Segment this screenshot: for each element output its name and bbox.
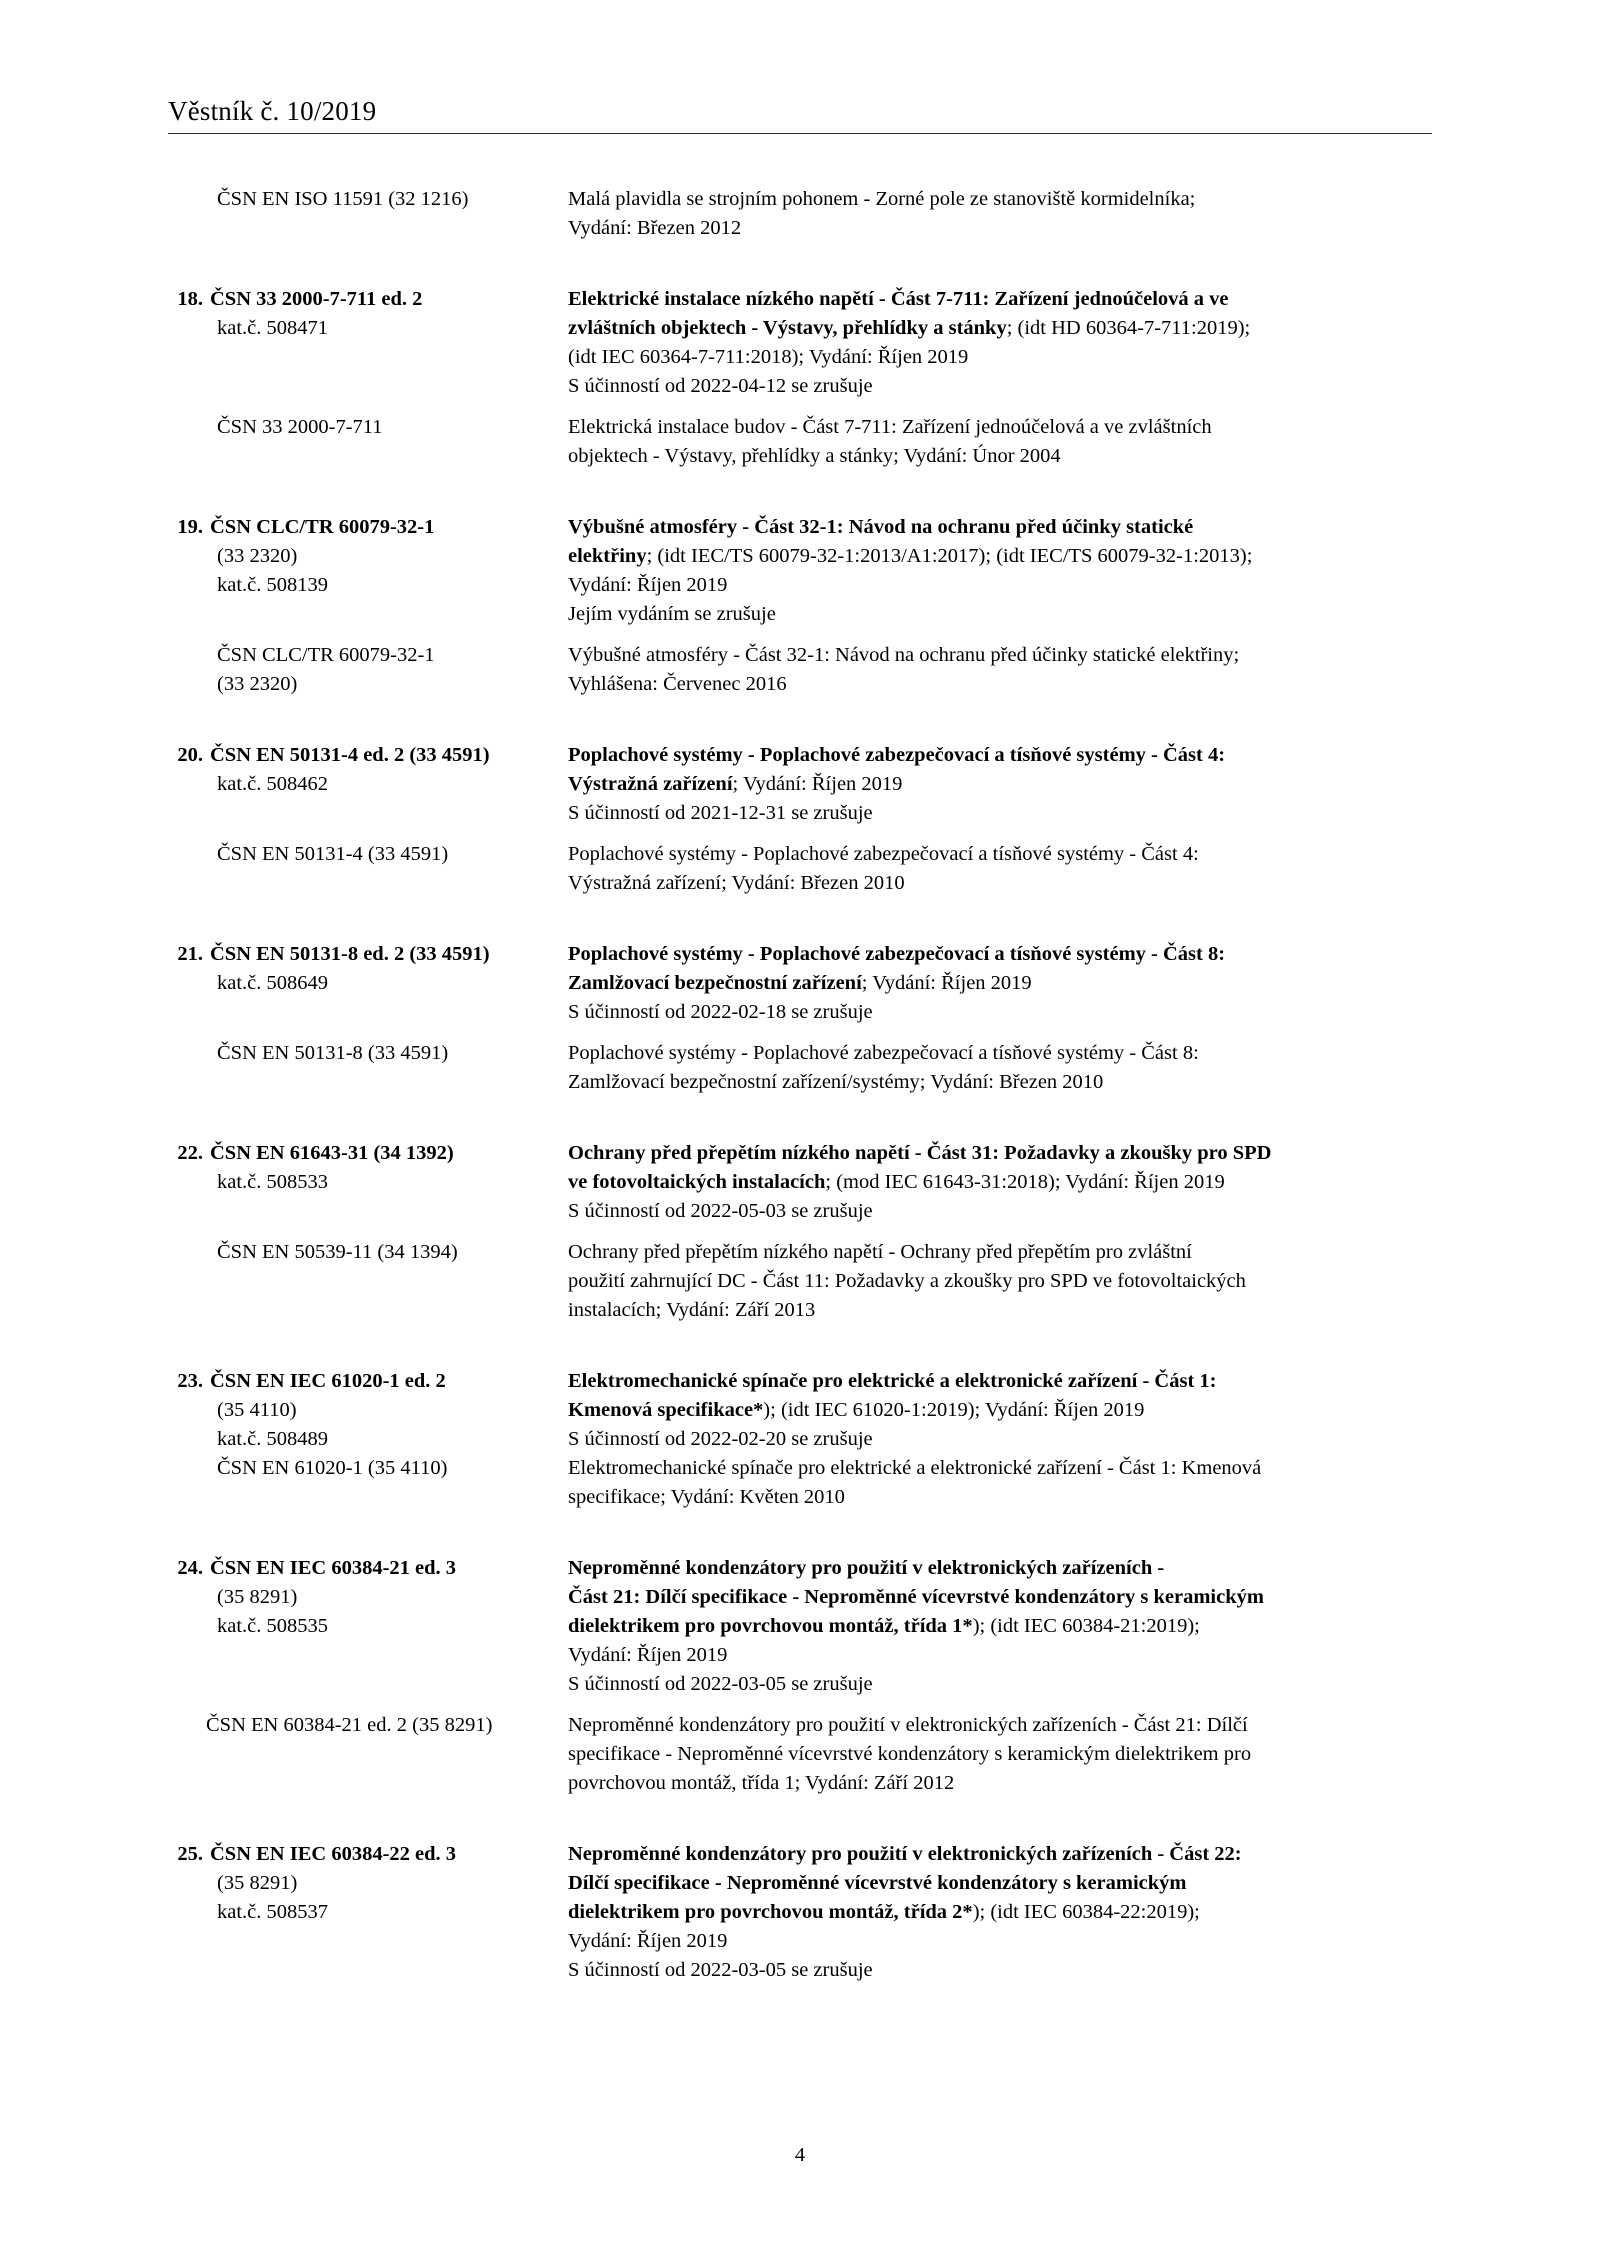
description-line: Ochrany před přepětím nízkého napětí - Ochrany před přepětím pro zvláštní	[568, 1241, 1192, 1263]
spacer	[168, 1798, 1438, 1840]
title-tail: ; (idt IEC/TS 60079-32-1:2013/A1:2017); (idt IEC/TS 60079-32-1:2013);	[646, 545, 1253, 567]
list-item	[168, 1367, 1438, 1512]
entry-designation-column	[168, 641, 568, 699]
entry-number: 19.	[177, 516, 203, 538]
description-line: Neproměnné kondenzátory pro použití v elektronických zařízeních - Část 21: Dílčí	[568, 1714, 1248, 1736]
title-line: Část 21: Dílčí specifikace - Neproměnné vícevrstvé kondenzátory s keramickým	[568, 1586, 1264, 1608]
spacer	[168, 1027, 1438, 1039]
list-item	[168, 285, 1438, 401]
entry-description-column	[568, 940, 1438, 1027]
title-tail: ; Vydání: Říjen 2019	[861, 972, 1032, 994]
catalog-number: kat.č. 508649	[217, 972, 329, 994]
spacer	[168, 1325, 1438, 1367]
description-line: Výstražná zařízení; Vydání: Březen 2010	[568, 872, 905, 894]
list-item	[168, 940, 1438, 1027]
spacer	[168, 699, 1438, 741]
description-line: instalacích; Vydání: Září 2013	[568, 1299, 816, 1321]
description-line: Vydání: Říjen 2019	[568, 1644, 728, 1666]
entry-number: 24.	[177, 1557, 203, 1579]
description-line: Poplachové systémy - Poplachové zabezpečovací a tísňové systémy - Část 8:	[568, 1042, 1199, 1064]
title-line: Poplachové systémy - Poplachové zabezpečovací a tísňové systémy - Část 4:	[568, 744, 1226, 766]
entry-designation-column	[168, 1840, 568, 1985]
entry-number: 25.	[177, 1843, 203, 1865]
entry-designation-column	[168, 1711, 568, 1798]
entry-number: 21.	[177, 943, 203, 965]
description-line: Výbušné atmosféry - Část 32-1: Návod na ochranu před účinky statické elektřiny;	[568, 644, 1240, 666]
entry-designation-column	[168, 1238, 568, 1325]
spacer	[168, 898, 1438, 940]
title-tail: ; Vydání: Říjen 2019	[732, 773, 903, 795]
description-line: objektech - Výstavy, přehlídky a stánky; Vydání: Únor 2004	[568, 445, 1061, 467]
spacer	[168, 828, 1438, 840]
title-line: Elektromechanické spínače pro elektrické a elektronické zařízení - Část 1:	[568, 1370, 1217, 1392]
description-line: Vyhlášena: Červenec 2016	[568, 673, 787, 695]
spacer	[168, 1699, 1438, 1711]
withdrawn-designation: ČSN EN ISO 11591 (32 1216)	[217, 188, 469, 210]
entry-heading	[168, 1139, 558, 1168]
list-item	[168, 1840, 1438, 1985]
title-tail: ); (idt IEC 60384-22:2019);	[972, 1901, 1200, 1923]
entry-description-column	[568, 1840, 1438, 1985]
entry-description-column	[568, 1039, 1438, 1097]
list-item	[168, 741, 1438, 828]
entry-heading	[168, 1367, 558, 1396]
withdrawn-designation: ČSN EN 61020-1 (35 4110)	[217, 1457, 448, 1479]
spacer	[168, 401, 1438, 413]
title-line: Výbušné atmosféry - Část 32-1: Návod na ochranu před účinky statické	[568, 516, 1194, 538]
class-code: (35 8291)	[217, 1586, 298, 1608]
list-item	[168, 413, 1438, 471]
description-line: Malá plavidla se strojním pohonem - Zorné pole ze stanoviště kormidelníka;	[568, 188, 1196, 210]
entry-description-column	[568, 513, 1438, 629]
entry-heading	[168, 940, 558, 969]
class-code: (33 2320)	[217, 545, 298, 567]
description-line: Vydání: Říjen 2019	[568, 1930, 728, 1952]
entry-heading	[168, 741, 558, 770]
catalog-number: kat.č. 508535	[217, 1615, 329, 1637]
validity-line: S účinností od 2022-02-20 se zrušuje	[568, 1428, 873, 1450]
withdrawn-designation: ČSN EN 50131-8 (33 4591)	[217, 1042, 449, 1064]
title-line: Neproměnné kondenzátory pro použití v elektronických zařízeních - Část 22:	[568, 1843, 1242, 1865]
entry-designation-column	[168, 741, 568, 828]
class-code: (35 8291)	[217, 1872, 298, 1894]
entry-designation-column	[168, 1554, 568, 1699]
list-item	[168, 1039, 1438, 1097]
entry-description-column	[568, 741, 1438, 828]
description-line: Elektromechanické spínače pro elektrické a elektronické zařízení - Část 1: Kmenová	[568, 1457, 1262, 1479]
title-line: Neproměnné kondenzátory pro použití v elektronických zařízeních -	[568, 1557, 1165, 1579]
description-line: (idt IEC 60364-7-711:2018); Vydání: Říjen 2019	[568, 346, 969, 368]
entry-number: 18.	[177, 288, 203, 310]
page-header	[168, 96, 1432, 134]
standard-designation: ČSN EN 61643-31 (34 1392)	[210, 1142, 454, 1164]
entry-designation-column	[168, 1367, 568, 1512]
title-tail: ; (idt HD 60364-7-711:2019);	[1006, 317, 1251, 339]
catalog-number: kat.č. 508139	[217, 574, 329, 596]
spacer	[168, 471, 1438, 513]
page-number: 4	[794, 2144, 806, 2166]
entry-heading	[168, 1840, 558, 1869]
description-line: Vydání: Říjen 2019	[568, 574, 728, 596]
description-line: specifikace - Neproměnné vícevrstvé kondenzátory s keramickým dielektrikem pro	[568, 1743, 1252, 1765]
withdrawn-designation: ČSN EN 50539-11 (34 1394)	[217, 1241, 458, 1263]
standard-designation: ČSN EN IEC 60384-21 ed. 3	[210, 1557, 457, 1579]
entry-number: 23.	[177, 1370, 203, 1392]
title-line: ve fotovoltaických instalacích	[568, 1171, 826, 1193]
entry-heading	[168, 285, 558, 314]
title-line: zvláštních objektech - Výstavy, přehlídky a stánky	[568, 317, 1007, 339]
entry-description-column	[568, 1238, 1438, 1325]
class-code: (35 4110)	[217, 1399, 297, 1421]
description-line: Zamlžovací bezpečnostní zařízení/systémy; Vydání: Březen 2010	[568, 1071, 1104, 1093]
standard-designation: ČSN 33 2000-7-711 ed. 2	[210, 288, 423, 310]
entry-designation-column	[168, 840, 568, 898]
list-item	[168, 1554, 1438, 1699]
list-item	[168, 1139, 1438, 1226]
title-line: Kmenová specifikace*	[568, 1399, 764, 1421]
entry-description-column	[568, 185, 1438, 243]
list-item	[168, 840, 1438, 898]
title-tail: ; (mod IEC 61643-31:2018); Vydání: Říjen 2019	[825, 1171, 1225, 1193]
title-tail: ); (idt IEC 61020-1:2019); Vydání: Říjen 2019	[763, 1399, 1145, 1421]
spacer	[168, 1097, 1438, 1139]
entry-description-column	[568, 413, 1438, 471]
entry-description-column	[568, 1367, 1438, 1512]
description-line: Elektrická instalace budov - Část 7-711: Zařízení jednoúčelová a ve zvláštních	[568, 416, 1212, 438]
entry-designation-column	[168, 940, 568, 1027]
list-item	[168, 1238, 1438, 1325]
entry-description-column	[568, 641, 1438, 699]
list-item	[168, 185, 1438, 243]
catalog-number: kat.č. 508533	[217, 1171, 329, 1193]
entry-designation-column	[168, 1039, 568, 1097]
page-footer	[0, 2144, 1600, 2167]
spacer	[168, 1226, 1438, 1238]
description-line: povrchovou montáž, třída 1; Vydání: Září 2012	[568, 1772, 955, 1794]
entry-description-column	[568, 1139, 1438, 1226]
entry-designation-column	[168, 1139, 568, 1226]
entry-designation-column	[168, 513, 568, 629]
description-line: Vydání: Březen 2012	[568, 217, 742, 239]
validity-line: S účinností od 2022-04-12 se zrušuje	[568, 375, 873, 397]
entry-description-column	[568, 285, 1438, 401]
validity-line: S účinností od 2021-12-31 se zrušuje	[568, 802, 873, 824]
spacer	[168, 629, 1438, 641]
standard-designation: ČSN EN IEC 61020-1 ed. 2	[210, 1370, 446, 1392]
entry-designation-column	[168, 413, 568, 471]
entry-description-column	[568, 1711, 1438, 1798]
withdrawn-designation: ČSN CLC/TR 60079-32-1	[217, 644, 435, 666]
title-line: Poplachové systémy - Poplachové zabezpečovací a tísňové systémy - Část 8:	[568, 943, 1226, 965]
title-line: Ochrany před přepětím nízkého napětí - Část 31: Požadavky a zkoušky pro SPD	[568, 1142, 1272, 1164]
title-line: dielektrikem pro povrchovou montáž, třída 1*	[568, 1615, 973, 1637]
entry-heading	[168, 513, 558, 542]
catalog-number: kat.č. 508537	[217, 1901, 329, 1923]
entry-number: 20.	[177, 744, 203, 766]
title-line: Zamlžovací bezpečnostní zařízení	[568, 972, 862, 994]
title-line: Výstražná zařízení	[568, 773, 733, 795]
description-line: specifikace; Vydání: Květen 2010	[568, 1486, 845, 1508]
standard-designation	[210, 741, 558, 770]
withdrawn-designation: ČSN EN 50131-4 (33 4591)	[217, 843, 449, 865]
withdrawn-designation: ČSN EN 60384-21 ed. 2 (35 8291)	[206, 1714, 493, 1736]
validity-line: S účinností od 2022-03-05 se zrušuje	[568, 1673, 873, 1695]
entry-designation-column	[168, 185, 568, 243]
entry-heading	[168, 1554, 558, 1583]
catalog-number: kat.č. 508489	[217, 1428, 329, 1450]
standard-designation: ČSN EN 50131-8 ed. 2 (33 4591)	[210, 943, 490, 965]
entry-description-column	[568, 1554, 1438, 1699]
withdrawn-designation: ČSN 33 2000-7-711	[217, 416, 383, 438]
validity-line: S účinností od 2022-02-18 se zrušuje	[568, 1001, 873, 1023]
header-divider	[168, 133, 1432, 134]
entry-number: 22.	[177, 1142, 203, 1164]
standard-designation: ČSN CLC/TR 60079-32-1	[210, 516, 435, 538]
list-item	[168, 641, 1438, 699]
title-line: Dílčí specifikace - Neproměnné vícevrstvé kondenzátory s keramickým	[568, 1872, 1187, 1894]
withdrawn-class-code: (33 2320)	[217, 673, 298, 695]
description-line: Poplachové systémy - Poplachové zabezpečovací a tísňové systémy - Část 4:	[568, 843, 1199, 865]
description-line: použití zahrnující DC - Část 11: Požadavky a zkoušky pro SPD ve fotovoltaických	[568, 1270, 1246, 1292]
title-line: elektřiny	[568, 545, 647, 567]
spacer	[168, 243, 1438, 285]
spacer	[168, 1512, 1438, 1554]
catalog-number: kat.č. 508471	[217, 317, 329, 339]
title-line: Elektrické instalace nízkého napětí - Část 7-711: Zařízení jednoúčelová a ve	[568, 288, 1229, 310]
standard-designation: ČSN EN IEC 60384-22 ed. 3	[210, 1843, 457, 1865]
entry-description-column	[568, 840, 1438, 898]
validity-line: S účinností od 2022-03-05 se zrušuje	[568, 1959, 873, 1981]
standards-list	[168, 185, 1438, 1985]
title-line: dielektrikem pro povrchovou montáž, třída 2*	[568, 1901, 973, 1923]
designation-text: ČSN EN 50131-4 ed. 2 (33 4591)	[210, 744, 490, 766]
validity-line: Jejím vydáním se zrušuje	[568, 603, 776, 625]
entry-designation-column	[168, 285, 568, 401]
catalog-number: kat.č. 508462	[217, 773, 329, 795]
list-item	[168, 513, 1438, 629]
validity-line: S účinností od 2022-05-03 se zrušuje	[568, 1200, 873, 1222]
list-item	[168, 1711, 1438, 1798]
title-tail: ); (idt IEC 60384-21:2019);	[972, 1615, 1200, 1637]
bulletin-title: Věstník č. 10/2019	[168, 96, 377, 126]
